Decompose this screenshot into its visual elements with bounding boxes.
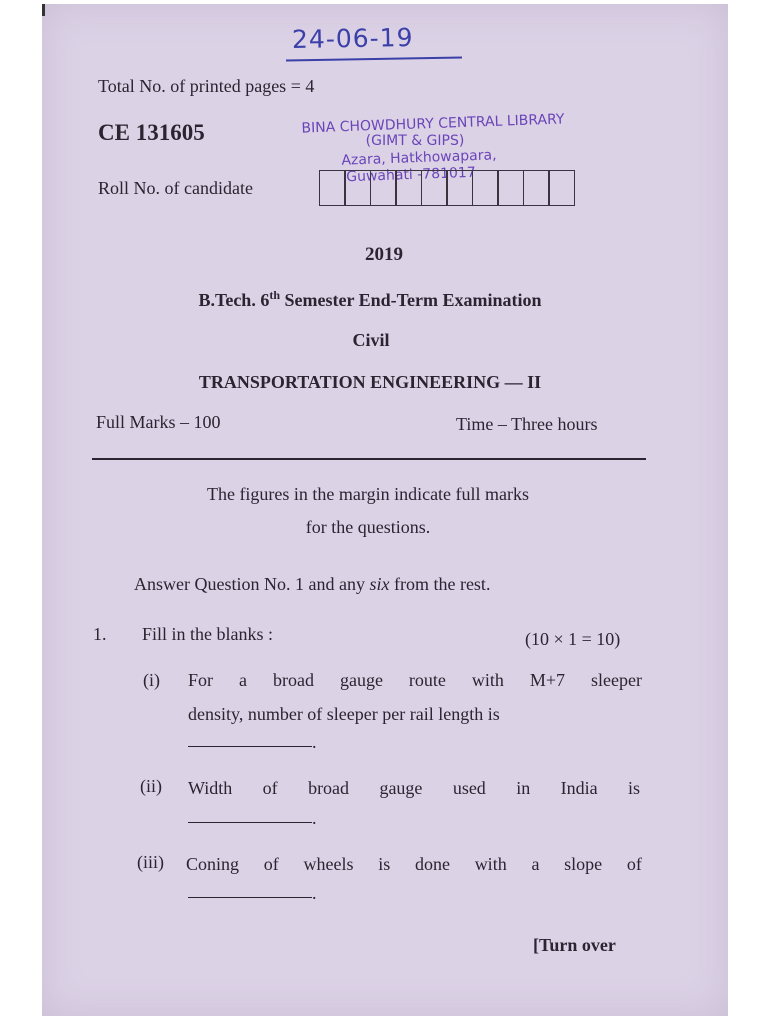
word: is bbox=[378, 854, 391, 874]
item-i-line-1 bbox=[188, 670, 642, 691]
exam-title bbox=[0, 288, 740, 311]
roll-number-label: Roll No. of candidate bbox=[98, 178, 253, 198]
word: Width bbox=[188, 778, 233, 798]
semester-suffix: Semester End-Term Examination bbox=[280, 290, 542, 310]
answer-instruction bbox=[134, 574, 490, 595]
roll-box[interactable] bbox=[395, 170, 422, 206]
word: M+7 bbox=[529, 670, 566, 690]
blank-period: . bbox=[312, 732, 317, 752]
semester-sup: th bbox=[269, 288, 280, 302]
roll-box[interactable] bbox=[446, 170, 473, 206]
word: is bbox=[627, 778, 640, 798]
stamp-line-institute: (GIMT & GIPS) bbox=[365, 133, 465, 149]
word: gauge bbox=[339, 670, 383, 690]
semester-prefix: B.Tech. 6 bbox=[198, 290, 270, 310]
item-ii-line-1 bbox=[188, 778, 640, 799]
word: used bbox=[452, 778, 486, 798]
roll-box[interactable] bbox=[421, 170, 448, 206]
question-title: Fill in the blanks : bbox=[142, 624, 274, 644]
stamp-line-library: BINA CHOWDHURY CENTRAL LIBRARY bbox=[301, 111, 565, 137]
item-number: (iii) bbox=[137, 852, 164, 872]
answer-emph: six bbox=[369, 574, 390, 594]
roll-box[interactable] bbox=[344, 170, 371, 206]
blank-period: . bbox=[312, 808, 317, 828]
word: broad bbox=[308, 778, 350, 798]
roll-box[interactable] bbox=[523, 170, 550, 206]
header-divider bbox=[92, 458, 646, 460]
word: Coning bbox=[186, 854, 240, 874]
word: of bbox=[626, 854, 642, 874]
answer-prefix: Answer Question No. 1 and any bbox=[134, 574, 370, 594]
roll-number-boxes[interactable] bbox=[320, 170, 575, 206]
handwritten-date: 24-06-19 bbox=[291, 22, 414, 55]
question-number: 1. bbox=[93, 624, 107, 644]
roll-box[interactable] bbox=[370, 170, 397, 206]
answer-blank[interactable] bbox=[188, 746, 312, 747]
word: done bbox=[414, 854, 450, 874]
roll-box[interactable] bbox=[472, 170, 499, 206]
answer-suffix: from the rest. bbox=[389, 574, 491, 594]
stamp-line-city: Guwahati -781017 bbox=[345, 164, 476, 186]
exam-time: Time – Three hours bbox=[456, 414, 598, 434]
roll-box[interactable] bbox=[548, 170, 575, 206]
word: sleeper bbox=[591, 670, 642, 690]
total-pages: Total No. of printed pages = 4 bbox=[98, 76, 315, 96]
answer-blank[interactable] bbox=[188, 897, 312, 898]
item-number: (i) bbox=[143, 670, 160, 690]
answer-blank[interactable] bbox=[188, 822, 312, 823]
word: route bbox=[408, 670, 446, 690]
turn-over: [Turn over bbox=[533, 935, 616, 955]
scan-edge-mark bbox=[42, 4, 45, 16]
roll-box[interactable] bbox=[497, 170, 524, 206]
word: For bbox=[188, 670, 214, 690]
item-iii-line-1 bbox=[186, 854, 642, 875]
stamp-line-address: Azara, Hatkhowapara, bbox=[341, 147, 497, 169]
course-code: CE 131605 bbox=[98, 120, 205, 145]
word: gauge bbox=[379, 778, 423, 798]
full-marks: Full Marks – 100 bbox=[96, 412, 221, 432]
word: slope bbox=[564, 854, 603, 874]
word: wheels bbox=[303, 854, 354, 874]
word: of bbox=[262, 778, 278, 798]
word: broad bbox=[272, 670, 314, 690]
instruction-line-1: The figures in the margin indicate full marks bbox=[206, 484, 530, 504]
subject-title: TRANSPORTATION ENGINEERING — II bbox=[198, 372, 542, 392]
branch: Civil bbox=[352, 330, 390, 350]
roll-box[interactable] bbox=[319, 170, 346, 206]
word: of bbox=[263, 854, 279, 874]
word: with bbox=[474, 854, 507, 874]
item-number: (ii) bbox=[140, 776, 162, 796]
word: with bbox=[471, 670, 504, 690]
exam-year: 2019 bbox=[365, 244, 403, 265]
instruction-line-2: for the questions. bbox=[305, 517, 431, 537]
blank-period: . bbox=[312, 883, 317, 903]
item-i-line-2: density, number of sleeper per rail length is bbox=[188, 704, 500, 724]
word: a bbox=[239, 670, 247, 690]
word: in bbox=[516, 778, 531, 798]
word: India bbox=[560, 778, 598, 798]
question-marks: (10 × 1 = 10) bbox=[525, 629, 621, 649]
word: a bbox=[531, 854, 540, 874]
